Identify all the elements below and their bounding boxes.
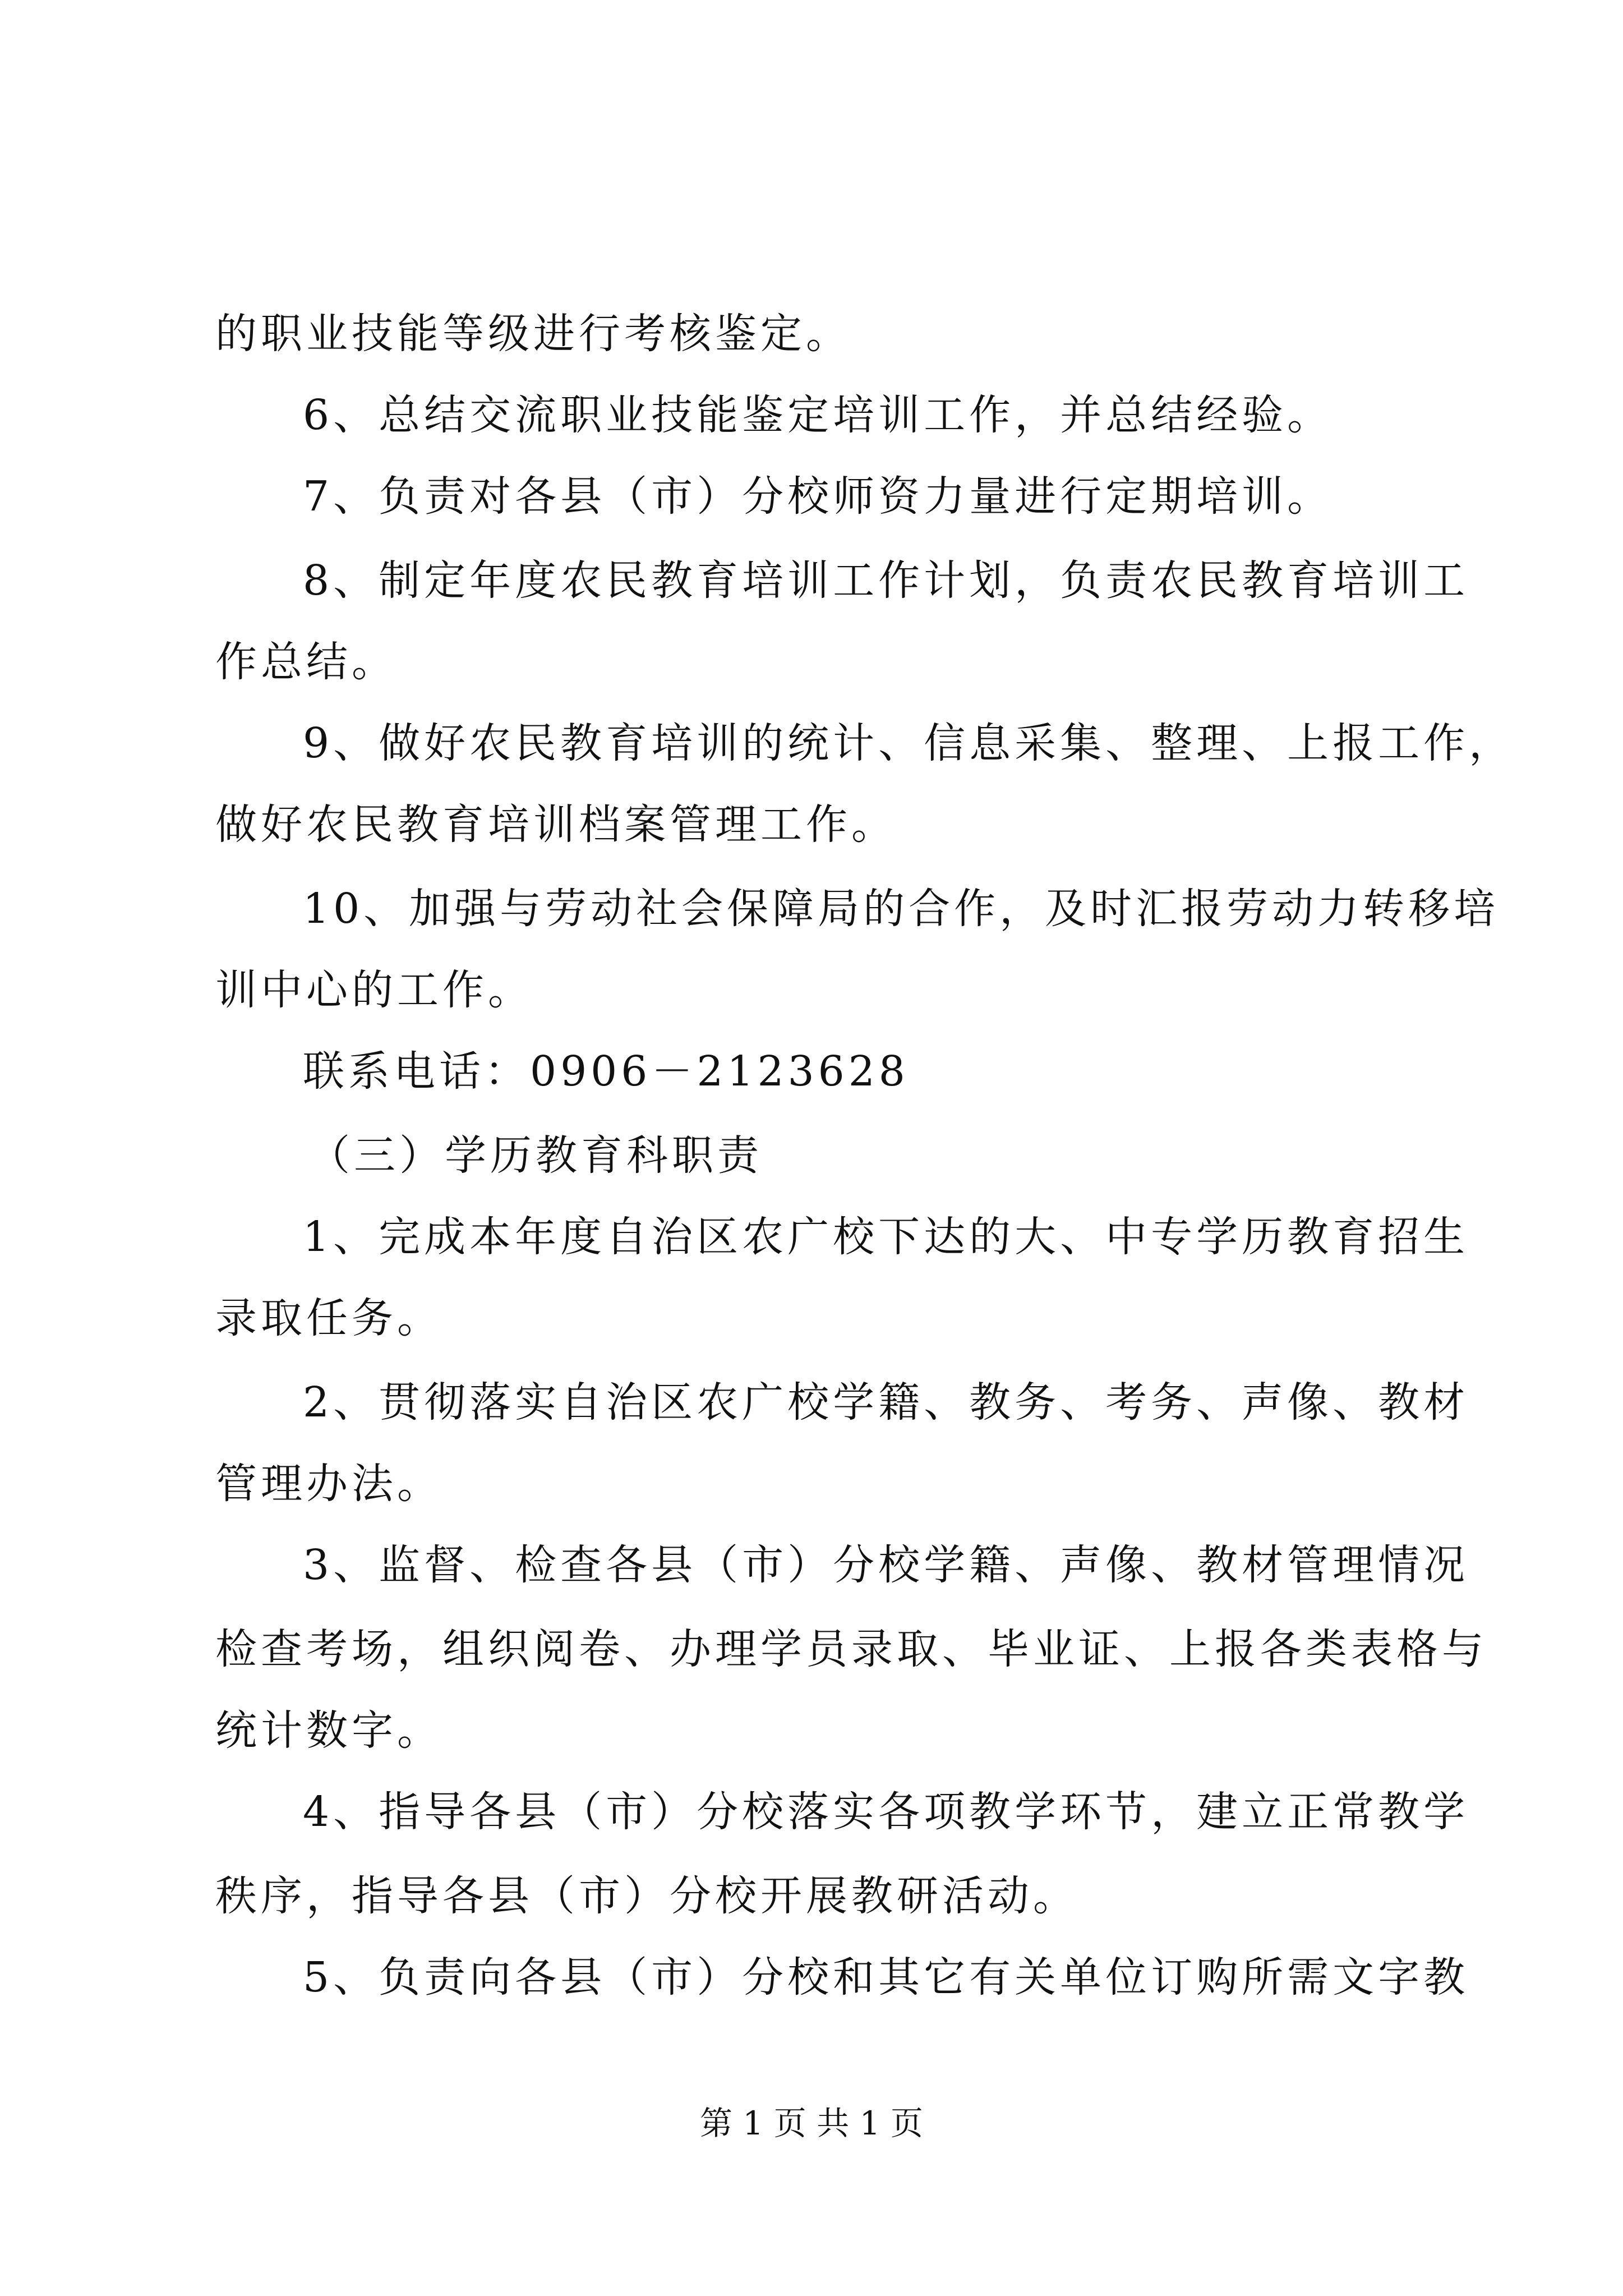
text-line: 9、做好农民教育培训的统计、信息采集、整理、上报工作， [303, 719, 1515, 767]
text-line: 做好农民教育培训档案管理工作。 [215, 800, 897, 849]
text-line: 统计数字。 [215, 1706, 442, 1755]
text-line: 10、加强与劳动社会保障局的合作，及时汇报劳动力转移培 [303, 885, 1500, 933]
text-line: 作总结。 [215, 638, 397, 686]
text-line: 5、负责向各县（市）分校和其它有关单位订购所需文字教 [303, 1953, 1469, 2001]
text-line: 检查考场，组织阅卷、办理学员录取、毕业证、上报各类表格与 [215, 1625, 1487, 1673]
text-line: 3、监督、检查各县（市）分校学籍、声像、教材管理情况 [303, 1541, 1469, 1589]
section-heading: （三）学历教育科职责 [308, 1131, 763, 1180]
text-line: 管理办法。 [215, 1460, 442, 1508]
page-footer: 第 1 页 共 1 页 [700, 2104, 923, 2142]
text-line: 联系电话：0906－2123628 [303, 1047, 909, 1096]
text-line: 2、贯彻落实自治区农广校学籍、教务、考务、声像、教材 [303, 1378, 1469, 1427]
text-line: 1、完成本年度自治区农广校下达的大、中专学历教育招生 [303, 1213, 1469, 1261]
text-line: 录取任务。 [215, 1294, 442, 1342]
text-line: 4、指导各县（市）分校落实各项教学环节，建立正常教学 [303, 1788, 1469, 1836]
text-line: 训中心的工作。 [215, 966, 533, 1014]
text-line: 8、制定年度农民教育培训工作计划，负责农民教育培训工 [303, 556, 1469, 605]
text-line: 秩序，指导各县（市）分校开展教研活动。 [215, 1872, 1078, 1920]
text-line: 6、总结交流职业技能鉴定培训工作，并总结经验。 [303, 391, 1333, 439]
text-line: 的职业技能等级进行考核鉴定。 [215, 310, 851, 358]
text-line: 7、负责对各县（市）分校师资力量进行定期培训。 [303, 472, 1333, 521]
